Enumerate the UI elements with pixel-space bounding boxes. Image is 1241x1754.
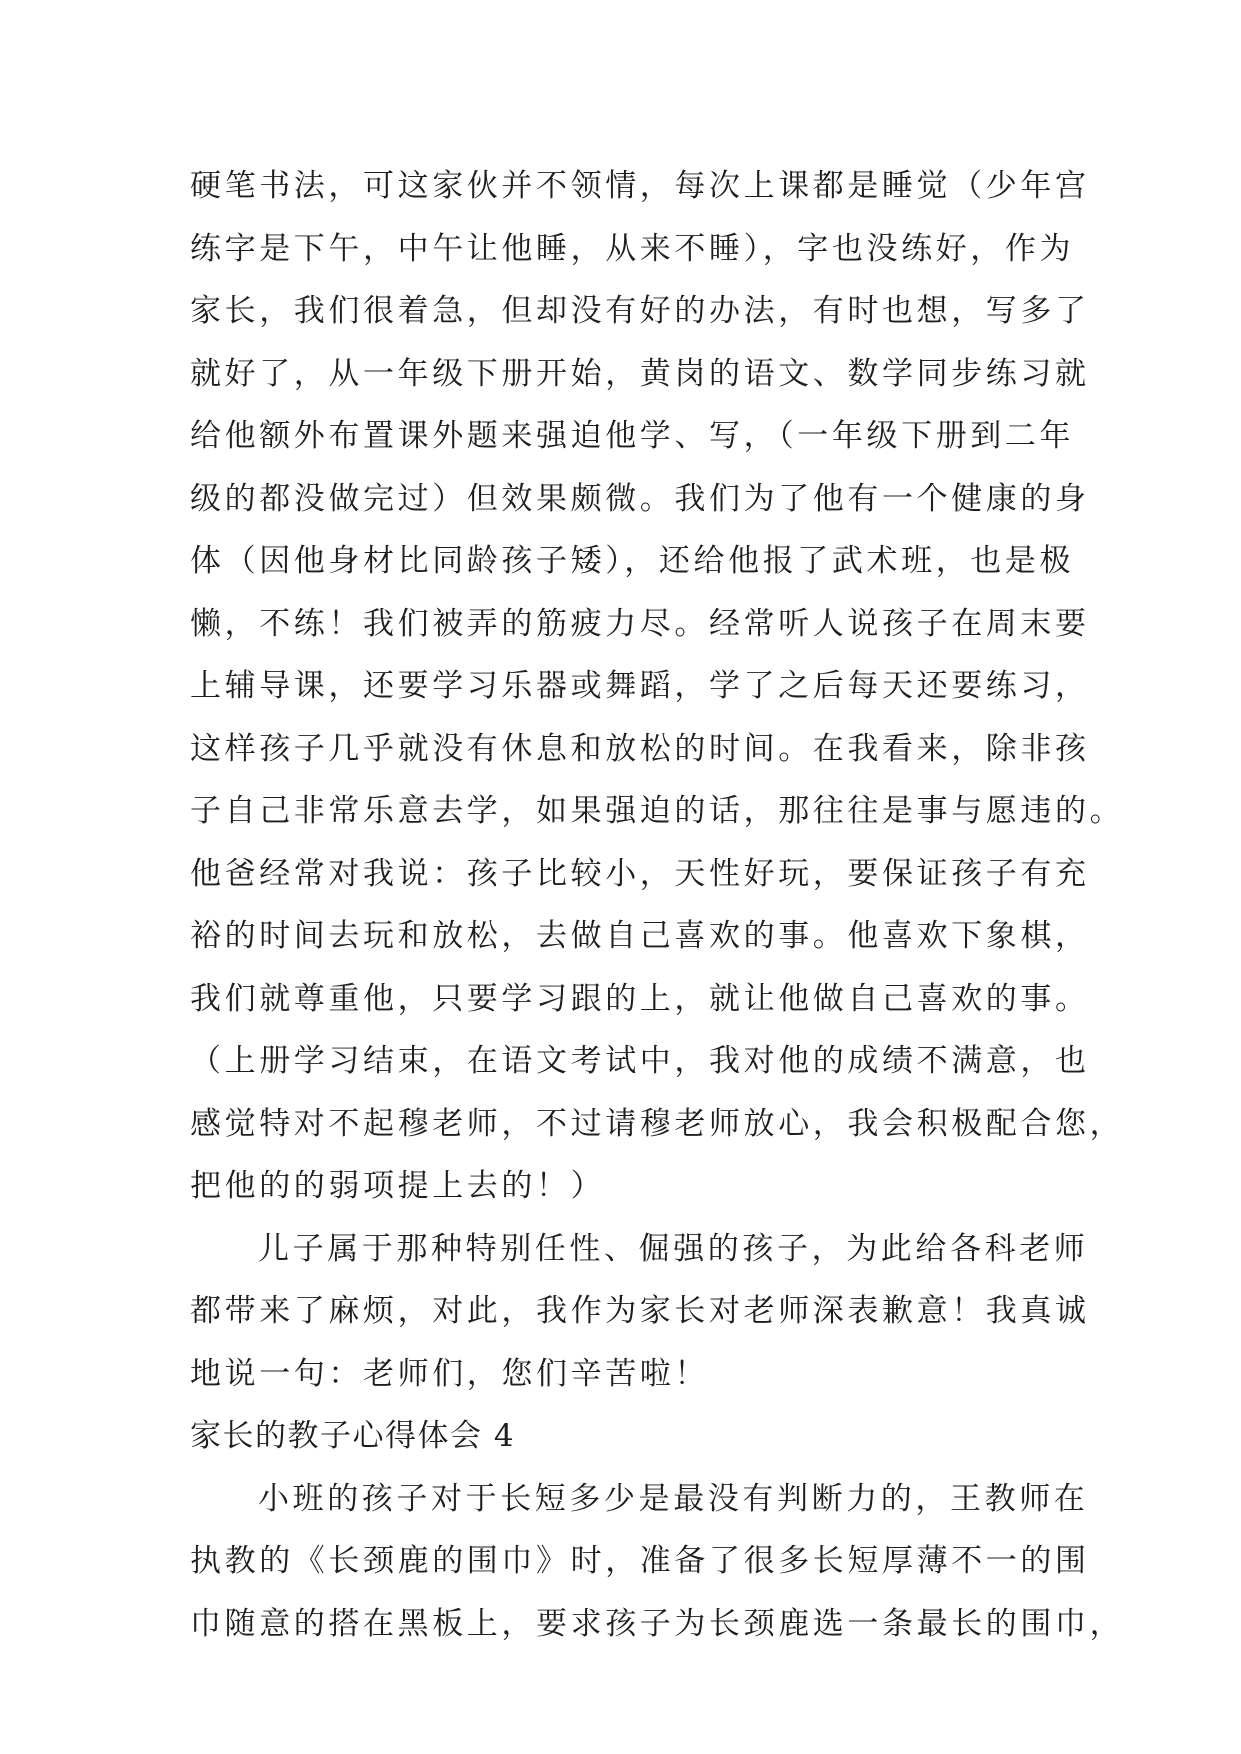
text-line: 级的都没做完过）但效果颇微。我们为了他有一个健康的身 bbox=[190, 480, 1090, 517]
section-heading: 家长的教子心得体会 4 bbox=[190, 1418, 516, 1454]
text-line: （上册学习结束，在语文考试中，我对他的成绩不满意，也 bbox=[190, 1043, 1090, 1079]
text-line: 这样孩子几乎就没有休息和放松的时间。在我看来，除非孩 bbox=[190, 730, 1090, 767]
text-line: 把他的的弱项提上去的！） bbox=[190, 1168, 606, 1204]
text-line: 上辅导课，还要学习乐器或舞蹈，学了之后每天还要练习， bbox=[190, 668, 1090, 704]
text-line: 硬笔书法，可这家伙并不领情，每次上课都是睡觉（少年宫 bbox=[190, 168, 1090, 204]
text-line: 懒，不练！我们被弄的筋疲力尽。经常听人说孩子在周末要 bbox=[190, 605, 1090, 642]
text-line: 家长，我们很着急，但却没有好的办法，有时也想，写多了 bbox=[190, 293, 1090, 329]
text-line: 练字是下午，中午让他睡，从来不睡），字也没练好，作为 bbox=[190, 230, 1075, 267]
text-line: 裕的时间去玩和放松，去做自己喜欢的事。他喜欢下象棋， bbox=[190, 918, 1090, 954]
text-line: 巾随意的搭在黑板上，要求孩子为长颈鹿选一条最长的围巾， bbox=[190, 1605, 1125, 1642]
text-line: 我们就尊重他，只要学习跟的上，就让他做自己喜欢的事。 bbox=[190, 980, 1090, 1017]
text-line: 他爸经常对我说：孩子比较小，天性好玩，要保证孩子有充 bbox=[190, 855, 1090, 892]
text-line: 就好了，从一年级下册开始，黄岗的语文、数学同步练习就 bbox=[190, 355, 1090, 392]
paragraph-3 bbox=[190, 1468, 1125, 1656]
paragraph-1 bbox=[190, 155, 1125, 1218]
text-line: 都带来了麻烦，对此，我作为家长对老师深表歉意！我真诚 bbox=[190, 1293, 1090, 1329]
text-line: 地说一句：老师们，您们辛苦啦！ bbox=[190, 1355, 709, 1392]
text-line: 感觉特对不起穆老师，不过请穆老师放心，我会积极配合您， bbox=[190, 1105, 1125, 1142]
text-line: 儿子属于那种特别任性、倔强的孩子，为此给各科老师 bbox=[258, 1230, 1089, 1267]
text-line: 体（因他身材比同龄孩子矮），还给他报了武术班，也是极 bbox=[190, 543, 1075, 579]
document-body bbox=[190, 155, 1125, 1655]
text-line: 执教的《长颈鹿的围巾》时，准备了很多长短厚薄不一的围 bbox=[190, 1543, 1090, 1579]
text-line: 小班的孩子对于长短多少是最没有判断力的，王教师在 bbox=[258, 1480, 1089, 1517]
text-line: 给他额外布置课外题来强迫他学、写，（一年级下册到二年 bbox=[190, 418, 1075, 454]
paragraph-2 bbox=[190, 1218, 1090, 1406]
text-line: 子自己非常乐意去学，如果强迫的话，那往往是事与愿违的。 bbox=[190, 793, 1125, 829]
